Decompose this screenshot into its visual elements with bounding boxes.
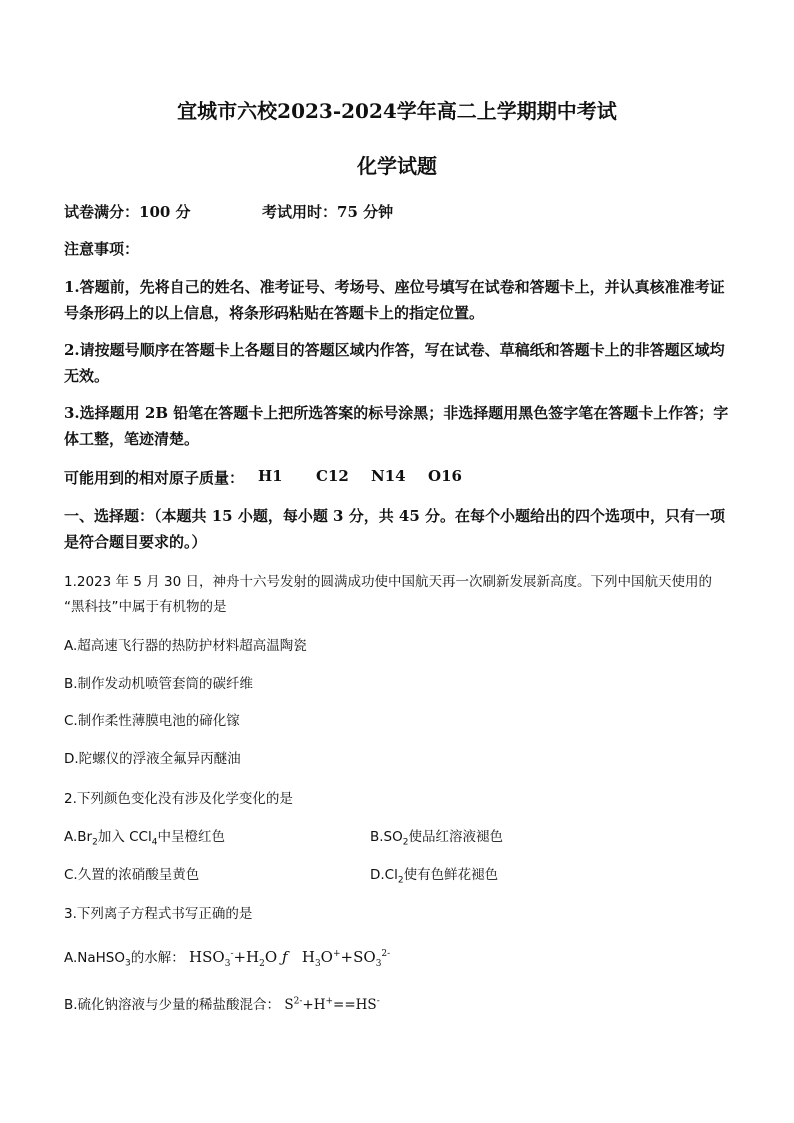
section-1-heading: 一、选择题：（本题共 15 小题，每小题 3 分，共 45 分。在每个小题给出的四个选项中，只有一项是符合题目要求的。）: [64, 507, 726, 551]
atomic-mass-c: C12: [316, 467, 349, 485]
atomic-mass-h: H1: [258, 467, 283, 485]
notice-heading: 注意事项：: [64, 240, 140, 258]
q3-b-equation: $S^{2-}+H^+==HS^-$: [284, 996, 380, 1013]
q1-stem-line2: “黑科技”中属于有机物的是: [64, 599, 227, 615]
q1-option-d: D.陀螺仪的浮液全氟异丙醚油: [64, 751, 241, 767]
q2-option-b: $B.SO_2$使品红溶液褪色: [370, 829, 503, 848]
q2-option-d: $D.Cl_2$使有色鲜花褪色: [370, 867, 499, 886]
q3-option-a: A.NaHSO$_3$的水解： $HSO_3^-+H_2O$ ƒ $H_3O^++SO_3^{2-}$: [64, 948, 391, 969]
q3-a-equation: $HSO_3^-+H_2O$ ƒ $H_3O^++SO_3^{2-}$: [189, 948, 391, 969]
q2-option-c: C.久置的浓硝酸呈黄色: [64, 867, 200, 883]
notice-item-1: 1.答题前，先将自己的姓名、准考证号、考场号、座位号填写在试卷和答题卡上，并认真核准准考证号条形码上的以上信息，将条形码粘贴在答题卡上的指定位置。: [64, 278, 725, 322]
q1-option-a: A.超高速飞行器的热防护材料超高温陶瓷: [64, 638, 307, 654]
q1-stem-line1: 1.2023 年 5 月 30 日，神舟十六号发射的圆满成功使中国航天再一次刷新发展新高度。下列中国航天使用的: [64, 574, 712, 590]
atomic-mass-label: 可能用到的相对原子质量：: [64, 469, 245, 487]
notice-item-2: 2.请按题号顺序在答题卡上各题目的答题区域内作答，写在试卷、草稿纸和答题卡上的非答题区域均无效。: [64, 341, 725, 385]
q3-option-b: B.硫化钠溶液与少量的稀盐酸混合： $S^{2-}+H^+==HS^-$: [64, 996, 380, 1013]
q3-stem: 3.下列离子方程式书写正确的是: [64, 906, 253, 922]
document-subtitle: 化学试题: [357, 154, 437, 178]
q2-option-a: $A.Br_2$加入 CCl$_4$中呈橙红色: [64, 829, 225, 848]
q1-option-c: C.制作柔性薄膜电池的碲化镓: [64, 713, 240, 729]
exam-duration: 考试用时：75 分钟: [262, 203, 394, 221]
document-title: 宜城市六校2023-2024学年高二上学期期中考试: [177, 99, 617, 123]
full-score: 试卷满分：100 分: [64, 203, 191, 221]
q1-option-b: B.制作发动机喷管套筒的碳纤维: [64, 676, 254, 692]
notice-item-3: 3.选择题用 2B 铅笔在答题卡上把所选答案的标号涂黑；非选择题用黑色签字笔在答题卡上作答；字体工整，笔迹清楚。: [64, 404, 729, 448]
atomic-mass-o: O16: [428, 467, 462, 485]
atomic-mass-n: N14: [371, 467, 406, 485]
q2-stem: 2.下列颜色变化没有涉及化学变化的是: [64, 791, 293, 807]
